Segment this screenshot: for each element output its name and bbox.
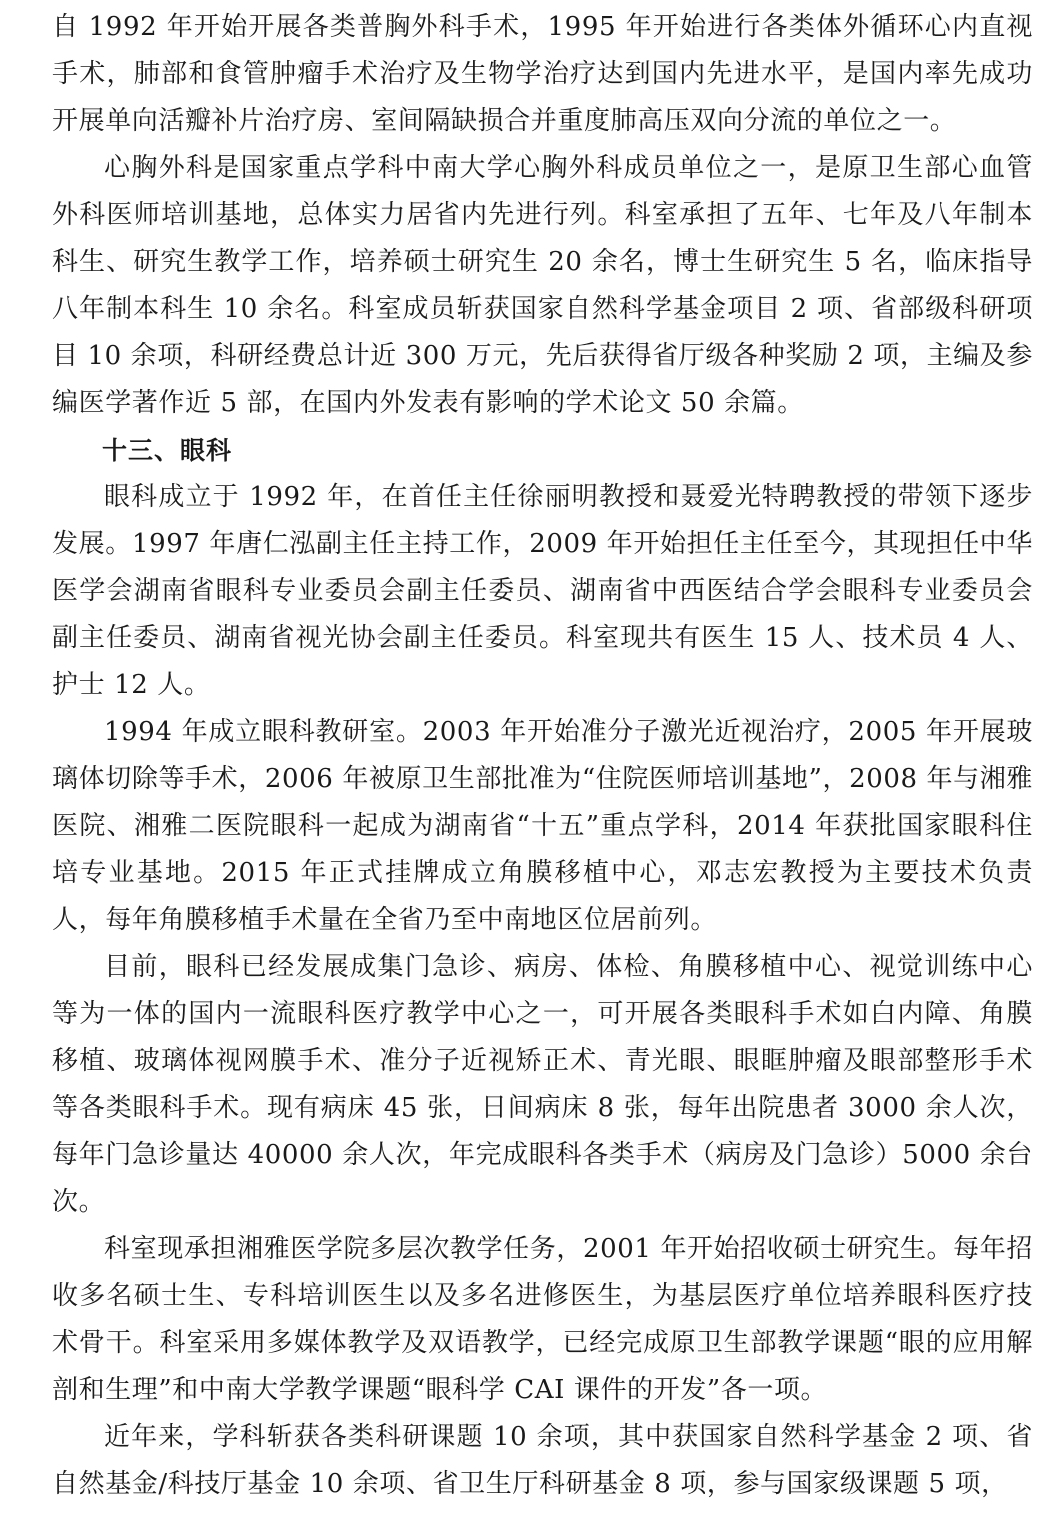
paragraph-ophthalmology-teaching: 科室现承担湘雅医学院多层次教学任务，2001 年开始招收硕士研究生。每年招收多名硕士生、专科培训医生以及多名进修医生，为基层医疗单位培养眼科医疗技术骨干。科室采用多媒体教学及双语教学，已经完成原卫生部教学课题“眼的应用解剖和生理”和中南大学教学课题“眼科学 CAI 课件的开发”各一项。 — [52, 1234, 1033, 1405]
paragraph-ophthalmology-current: 目前，眼科已经发展成集门急诊、病房、体检、角膜移植中心、视觉训练中心等为一体的国内一流眼科医疗教学中心之一，可开展各类眼科手术如白内障、角膜移植、玻璃体视网膜手术、准分子近视矫正术、青光眼、眼眶肿瘤及眼部整形手术等各类眼科手术。现有病床 45 张，日间病床 8 张，每年出院患者 3000 余人次，每年门急诊量达 40000 余人次，年完成眼科各类手术（病房及门急诊）5000 余台次。 — [52, 952, 1033, 1217]
paragraph-ophthalmology-milestones: 1994 年成立眼科教研室。2003 年开始准分子激光近视治疗，2005 年开展玻璃体切除等手术，2006 年被原卫生部批准为“住院医师培训基地”，2008 年与湘雅医院、湘雅二医院眼科一起成为湖南省“十五”重点学科，2014 年获批国家眼科住培专业基地。2015 年正式挂牌成立角膜移植中心，邓志宏教授为主要技术负责人，每年角膜移植手术量在全省乃至中南地区位居前列。 — [52, 717, 1033, 935]
paragraph-ophthalmology-research: 近年来，学科斩获各类科研课题 10 余项，其中获国家自然科学基金 2 项、省自然基金/科技厅基金 10 余项、省卫生厅科研基金 8 项，参与国家级课题 5 项， — [52, 1422, 1033, 1499]
paragraph-cardiothoracic-overview: 心胸外科是国家重点学科中南大学心胸外科成员单位之一，是原卫生部心血管外科医师培训基地，总体实力居省内先进行列。科室承担了五年、七年及八年制本科生、研究生教学工作，培养硕士研究生 20 余名，博士生研究生 5 名，临床指导八年制本科生 10 余名。科室成员斩获国家自然科学基金项目 2 项、省部级科研项目 10 余项，科研经费总计近 300 万元，先后获得省厅级各种奖励 2 项，主编及参编医学著作近 5 部，在国内外发表有影响的学术论文 50 余篇。 — [52, 153, 1033, 418]
paragraph-ophthalmology-founding: 眼科成立于 1992 年，在首任主任徐丽明教授和聂爱光特聘教授的带领下逐步发展。1997 年唐仁泓副主任主持工作，2009 年开始担任主任至今，其现担任中华医学会湖南省眼科专业委员会副主任委员、湖南省中西医结合学会眼科专业委员会副主任委员、湖南省视光协会副主任委员。科室现共有医生 15 人、技术员 4 人、护士 12 人。 — [52, 482, 1033, 700]
paragraph-thoracic-surgery-history: 自 1992 年开始开展各类普胸外科手术，1995 年开始进行各类体外循环心内直视手术，肺部和食管肿瘤手术治疗及生物学治疗达到国内先进水平，是国内率先成功开展单向活瓣补片治疗房、室间隔缺损合并重度肺高压双向分流的单位之一。 — [52, 12, 1033, 136]
section-heading-ophthalmology: 十三、眼科 — [102, 436, 233, 465]
